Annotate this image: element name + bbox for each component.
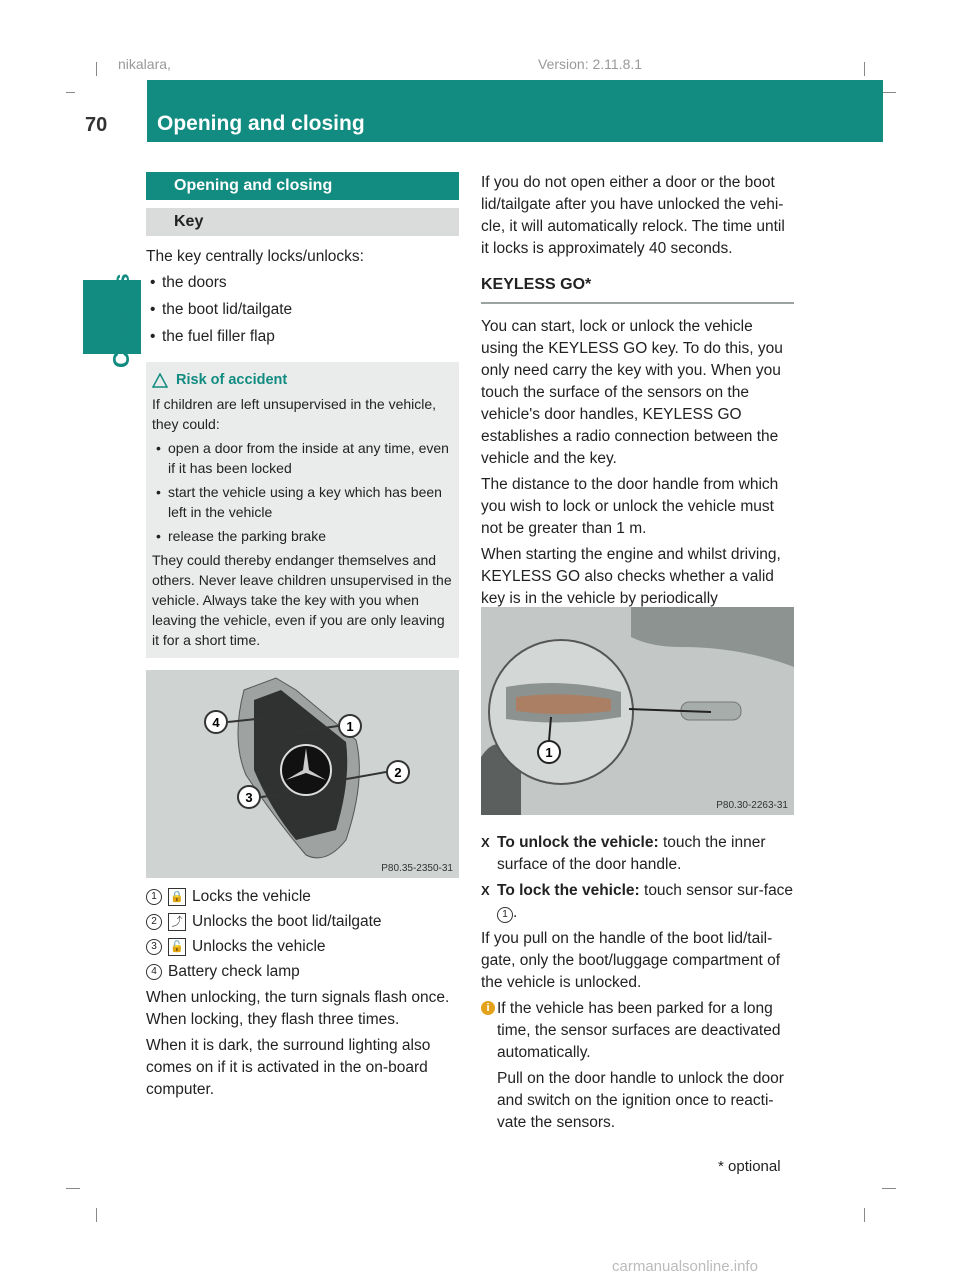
section-title-text: Opening and closing [174,177,333,194]
warning-outro: They could thereby endanger themselves and others. Never leave children unsupervised in the vehicle. Always take the key with you when leaving the vehicle, even if you are only leaving it for a short time. [152,552,452,648]
paragraph: You can start, lock or unlock the vehicle using the KEYLESS GO key. To do this, you only need carry the key with you. When you touch the surface of the sensors on the vehicle's door handles, KEYLESS GO establishes a radio connection between the vehicle and the key. [481,318,783,467]
svg-text:1: 1 [545,745,553,760]
page-number-box [75,80,143,142]
instruction-step [481,832,794,876]
warning-triangle-icon [152,373,168,388]
list-item: • the fuel filler flap [146,326,459,348]
crop-mark [66,1188,80,1189]
warning-intro: If children are left unsupervised in the vehicle, they could: [152,396,437,432]
callout-number: 1 [146,889,162,905]
figure-caption: P80.30-2263-31 [716,800,788,811]
callout-text: Battery check lamp [168,963,300,980]
paragraph: If you do not open either a door or the boot lid/tailgate after you have unlocked the vehi-cle, it will automatically relock. The time until it locks is approximately 40 seconds. [481,174,785,257]
tailgate-icon: ⤴ [168,913,186,931]
page-number: 70 [85,114,108,136]
key-intro: The key centrally locks/unlocks: [146,248,364,265]
callout-text: Locks the vehicle [192,888,311,905]
figure-caption: P80.35-2350-31 [381,863,453,874]
warning-bullets [152,438,455,546]
key-illustration [146,670,459,878]
subsection-title [146,208,459,236]
warning-box [146,362,459,658]
callout-text: Unlocks the vehicle [192,938,326,955]
left-column-lower [146,886,459,1105]
warning-title [152,370,455,390]
page-header [75,80,883,142]
step-label: To lock the vehicle: [497,882,640,899]
callout-item [146,936,459,958]
callout-item [146,911,459,933]
section-title [146,172,459,200]
left-column [146,172,459,658]
svg-text:2: 2 [394,765,402,780]
paragraph: The distance to the door handle from which you wish to lock or unlock the vehicle must not be greater than 1 m. [481,476,779,537]
lock-icon: 🔒 [168,888,186,906]
key-figure [146,670,459,878]
info-note [481,998,794,1134]
crop-mark [864,1208,865,1222]
crop-mark [882,92,896,93]
paragraph: When unlocking, the turn signals flash once. When locking, they flash three times. [146,989,450,1028]
callout-text: Unlocks the boot lid/tailgate [192,913,382,930]
side-tab-label: Controls [108,273,134,368]
list-item: • release the parking brake [152,526,455,546]
door-handle-figure [481,607,794,815]
paragraph: When it is dark, the surround lighting also comes on if it is activated in the on-board computer. [146,1037,431,1098]
callout-number: 4 [146,964,162,980]
step-text: touch sensor sur-face [639,882,794,899]
info-text: Pull on the door handle to unlock the door and switch on the ignition once to reacti-vate the sensors. [497,1070,784,1131]
list-item: • open a door from the inside at any time, even if it has been locked [152,438,455,478]
callout-number: 2 [146,914,162,930]
callout-number: 3 [146,939,162,955]
step-end: . [513,904,518,921]
callout-item [146,961,459,983]
step-text: touch the inner surface of the door handle. [497,834,766,873]
print-meta-left: nikalara, [118,56,171,72]
warning-title-text: Risk of accident [176,372,288,388]
callout-number: 1 [497,907,513,923]
right-column-lower [481,832,794,1138]
unlock-icon: 🔓 [168,938,186,956]
instruction-step [481,880,794,924]
subsection-title-text: Key [174,213,204,230]
door-handle-illustration [481,607,794,815]
paragraph: When starting the engine and whilst driving, KEYLESS GO also checks whether a valid key is in the vehicle by periodically [481,546,781,607]
info-icon: i [481,1001,495,1015]
svg-text:3: 3 [245,790,253,805]
svg-text:4: 4 [212,715,220,730]
list-item: • the boot lid/tailgate [146,299,459,321]
step-label: To unlock the vehicle: [497,834,659,851]
key-bullets [146,272,459,348]
right-column [481,172,794,636]
print-meta [80,56,880,80]
watermark: carmanualsonline.info [612,1258,758,1275]
svg-text:1: 1 [346,719,354,734]
optional-footnote: * optional [718,1158,781,1175]
header-bar [147,80,883,142]
paragraph: If you pull on the handle of the boot lid/tail-gate, only the boot/luggage compartment of the vehicle is unlocked. [481,930,781,991]
list-item: • start the vehicle using a key which has been left in the vehicle [152,482,455,522]
page-title: Opening and closing [157,112,365,135]
print-meta-right: Version: 2.11.8.1 [538,56,643,72]
keyless-go-heading: KEYLESS GO* [481,274,794,304]
callout-item [146,886,459,908]
list-item: • the doors [146,272,459,294]
crop-mark [96,1208,97,1222]
info-text: If the vehicle has been parked for a long time, the sensor surfaces are deactivated automatically. [497,1000,781,1061]
crop-mark [882,1188,896,1189]
